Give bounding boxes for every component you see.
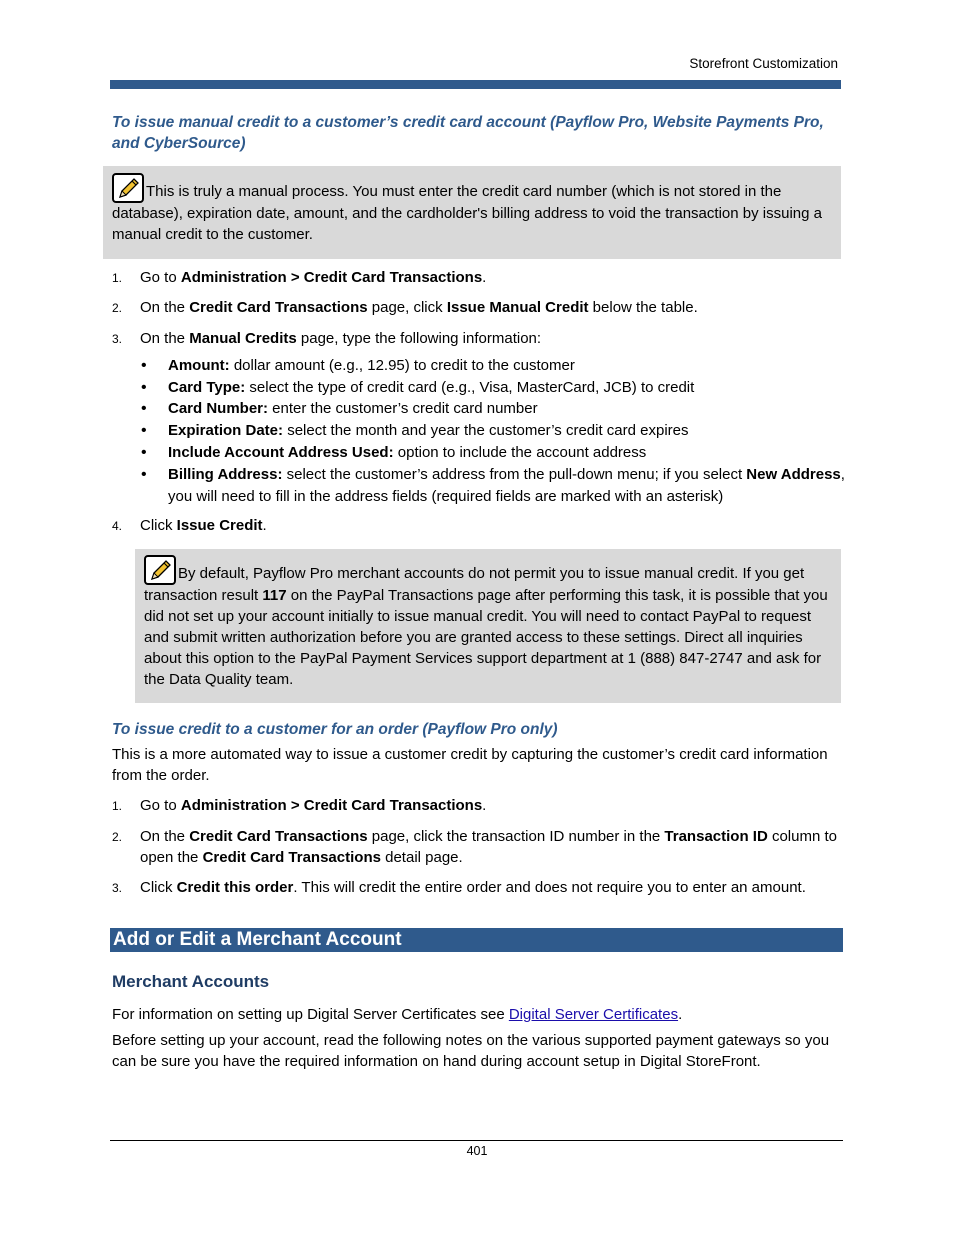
step-text: Go to Administration > Credit Card Transactions. — [140, 269, 487, 286]
paragraph: For information on setting up Digital Server Certificates see Digital Server Certificates. — [112, 1006, 683, 1023]
list-item: Card Number: enter the customer’s credit card number — [168, 400, 538, 417]
note-text-bold: 117 — [262, 587, 287, 604]
bullet-icon: • — [141, 444, 147, 461]
list-item: Include Account Address Used: option to include the account address — [168, 444, 647, 461]
note-box — [103, 166, 841, 259]
step-text: On the Credit Card Transactions page, click the transaction ID number in the Transaction ID column to open the Credit Card Transactions detail page. — [140, 828, 837, 866]
note-box — [135, 549, 841, 703]
bullet-icon: • — [141, 400, 147, 417]
procedure-title-order-credit: To issue credit to a customer for an order (Payflow Pro only) — [112, 721, 558, 738]
bullet-icon: • — [141, 357, 147, 374]
note-text: By default, Payflow Pro merchant accounts do not permit you to issue manual credit. If you get transaction result — [144, 565, 805, 604]
header-rule — [110, 80, 841, 89]
running-header: Storefront Customization — [689, 56, 838, 71]
procedure-title-manual-credit: To issue manual credit to a customer’s credit card account (Payflow Pro, Website Payments Pro, and CyberSource) — [112, 114, 824, 152]
step-text: Click Issue Credit. — [140, 517, 267, 534]
step-text: Click Credit this order. This will credit the entire order and does not require you to enter an amount. — [140, 879, 806, 896]
step-number: 1. — [112, 271, 123, 285]
note-pencil-icon — [144, 555, 176, 585]
bullet-icon: • — [141, 466, 147, 483]
list-item: Expiration Date: select the month and year the customer’s credit card expires — [168, 422, 689, 439]
note-pencil-icon — [112, 173, 144, 203]
paragraph: Before setting up your account, read the following notes on the various supported payment gateways so you can be sure you have the required information on hand during account setup in Digital StoreFront. — [112, 1032, 830, 1070]
step-text: Go to Administration > Credit Card Transactions. — [140, 797, 487, 814]
bullet-icon: • — [141, 379, 147, 396]
footer-rule — [110, 1140, 843, 1141]
subheading: Merchant Accounts — [112, 972, 270, 991]
step-text: On the Credit Card Transactions page, click Issue Manual Credit below the table. — [140, 299, 698, 316]
step-text: On the Manual Credits page, type the following information: — [140, 330, 542, 347]
list-item: Billing Address: select the customer’s address from the pull-down menu; if you select New Address, you will need to fill in the address fields (required fields are marked with an asterisk) — [168, 466, 845, 505]
step-number: 2. — [112, 830, 123, 844]
step-number: 3. — [112, 332, 123, 346]
digital-server-certificates-link[interactable]: Digital Server Certificates — [508, 1006, 679, 1023]
bullet-icon: • — [141, 422, 147, 439]
step-number: 3. — [112, 881, 123, 895]
note-text: This is truly a manual process. You must enter the credit card number (which is not stored in the database), expiration date, amount, and the cardholder's billing address to void the transaction by issuing a manual credit to the customer. — [112, 183, 822, 243]
page-number: 401 — [466, 1144, 488, 1158]
section-heading: Add or Edit a Merchant Account — [110, 928, 843, 952]
step-number: 2. — [112, 301, 123, 315]
step-number: 1. — [112, 799, 123, 813]
list-item: Amount: dollar amount (e.g., 12.95) to credit to the customer — [168, 357, 575, 374]
step-number: 4. — [112, 519, 123, 533]
intro-paragraph: This is a more automated way to issue a customer credit by capturing the customer’s credit card information from the order. — [112, 746, 828, 784]
list-item: Card Type: select the type of credit card (e.g., Visa, MasterCard, JCB) to credit — [168, 379, 695, 396]
note-text: on the PayPal Transactions page after performing this task, it is possible that you did not set up your account initially to issue manual credit. You will need to contact PayPal to request and submit written authorization before you are granted access to these settings. Direct all inquiries about this option to the PayPal Payment Services support department at 1 (888) 847-2747 and ask for the Data Quality team. — [144, 587, 828, 688]
